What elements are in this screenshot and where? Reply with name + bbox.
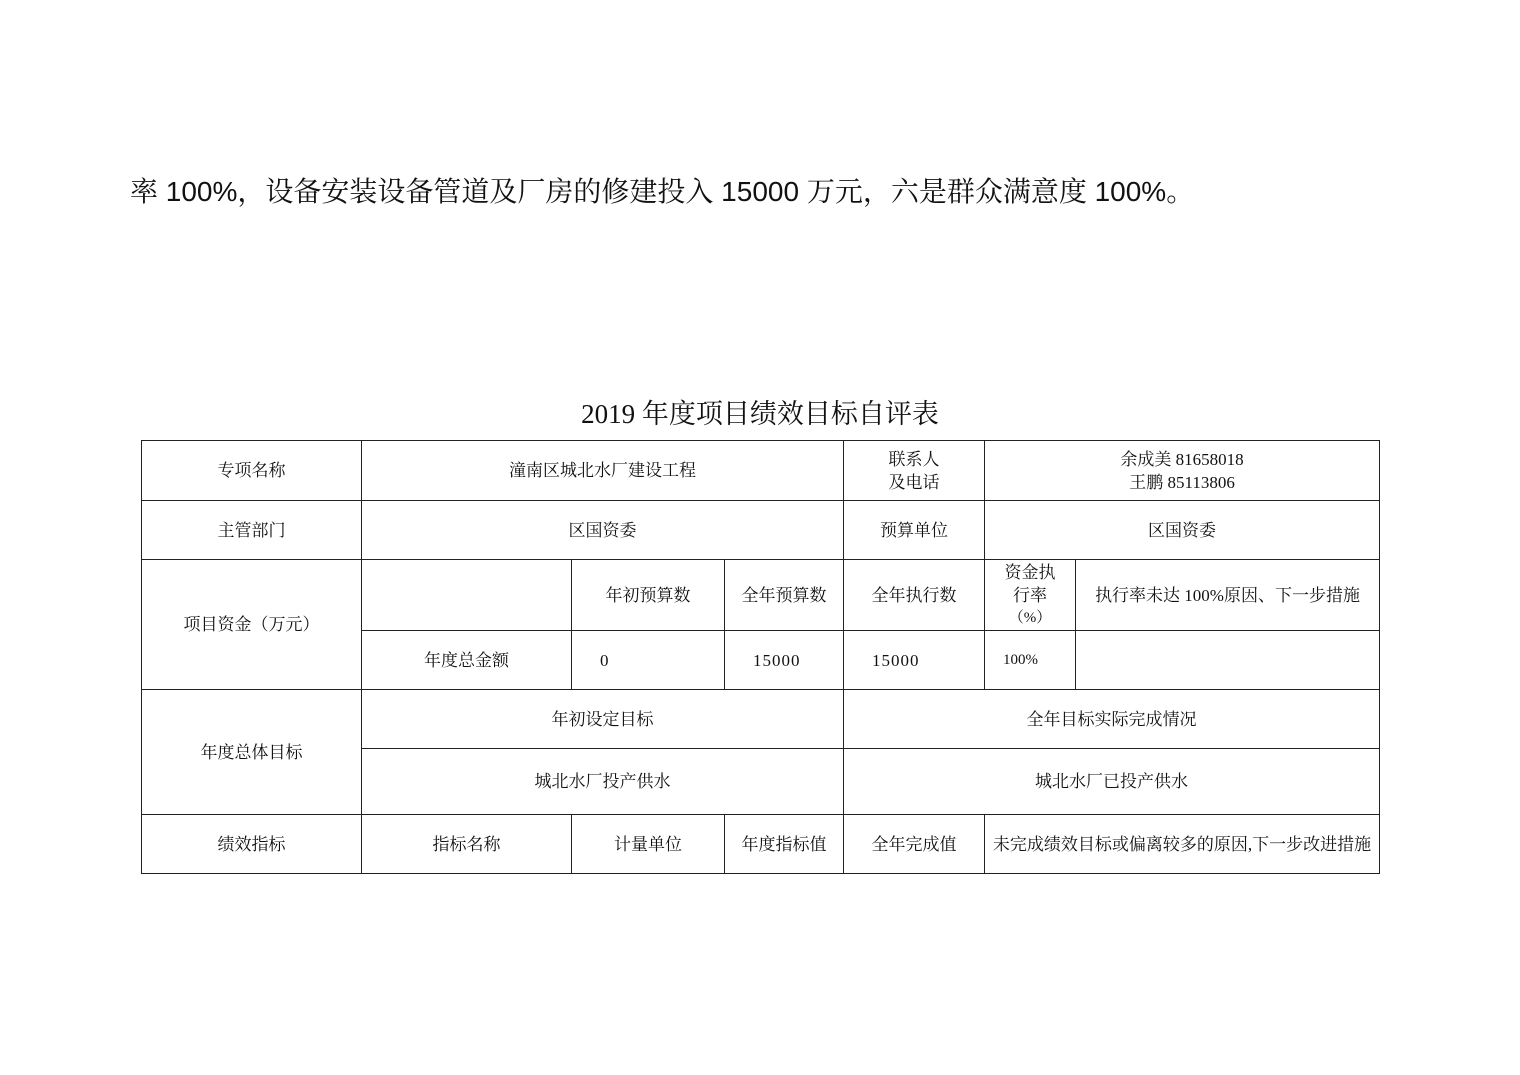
goal-set-label: 年初设定目标 [362, 690, 844, 749]
col-exec-rate-line1: 资金执 [1004, 562, 1056, 582]
contact-line1: 余成美 81658018 [1120, 449, 1244, 469]
budget-unit-label: 预算单位 [844, 501, 985, 560]
table-row [142, 501, 1380, 560]
kpi-reason-header: 未完成绩效目标或偏离较多的原因,下一步改进措施 [985, 815, 1380, 874]
col-annual-budget: 全年预算数 [725, 560, 844, 631]
funds-label: 项目资金（万元） [142, 560, 362, 690]
table-row [142, 560, 1380, 631]
contact-label-line1: 联系人 [888, 449, 940, 469]
kpi-name-header: 指标名称 [362, 815, 572, 874]
table-row [142, 690, 1380, 749]
col-reason: 执行率未达 100%原因、下一步措施 [1076, 560, 1380, 631]
initial-budget-value: 0 [572, 631, 725, 690]
kpi-unit-header: 计量单位 [572, 815, 725, 874]
reason-value [1076, 631, 1380, 690]
contact-label [844, 441, 985, 501]
table-row [142, 815, 1380, 874]
contact-label-line2: 及电话 [888, 472, 940, 492]
performance-table [141, 440, 1380, 874]
exec-rate-value: 100% [985, 631, 1076, 690]
col-initial-budget: 年初预算数 [572, 560, 725, 631]
col-annual-exec: 全年执行数 [844, 560, 985, 631]
project-name-label: 专项名称 [142, 441, 362, 501]
table-row [142, 441, 1380, 501]
col-exec-rate [985, 560, 1076, 631]
col-exec-rate-line3: （%） [1008, 609, 1052, 626]
budget-unit-value: 区国资委 [985, 501, 1380, 560]
kpi-target-header: 年度指标值 [725, 815, 844, 874]
annual-budget-value: 15000 [725, 631, 844, 690]
goal-label: 年度总体目标 [142, 690, 362, 815]
total-label: 年度总金额 [362, 631, 572, 690]
intro-paragraph: 率 100%，设备安装设备管道及厂房的修建投入 15000 万元，六是群众满意度 100%。 [130, 176, 1195, 207]
contact-line2: 王鹏 85113806 [1129, 472, 1235, 492]
goal-actual-value: 城北水厂已投产供水 [844, 749, 1380, 815]
dept-label: 主管部门 [142, 501, 362, 560]
annual-exec-value: 15000 [844, 631, 985, 690]
goal-set-value: 城北水厂投产供水 [362, 749, 844, 815]
col-exec-rate-line2: 行率 [1013, 585, 1048, 605]
contact-value [985, 441, 1380, 501]
funds-header-empty [362, 560, 572, 631]
dept-value: 区国资委 [362, 501, 844, 560]
project-name-value: 潼南区城北水厂建设工程 [362, 441, 844, 501]
kpi-done-header: 全年完成值 [844, 815, 985, 874]
kpi-label: 绩效指标 [142, 815, 362, 874]
table-title: 2019 年度项目绩效目标自评表 [581, 399, 939, 429]
goal-actual-label: 全年目标实际完成情况 [844, 690, 1380, 749]
